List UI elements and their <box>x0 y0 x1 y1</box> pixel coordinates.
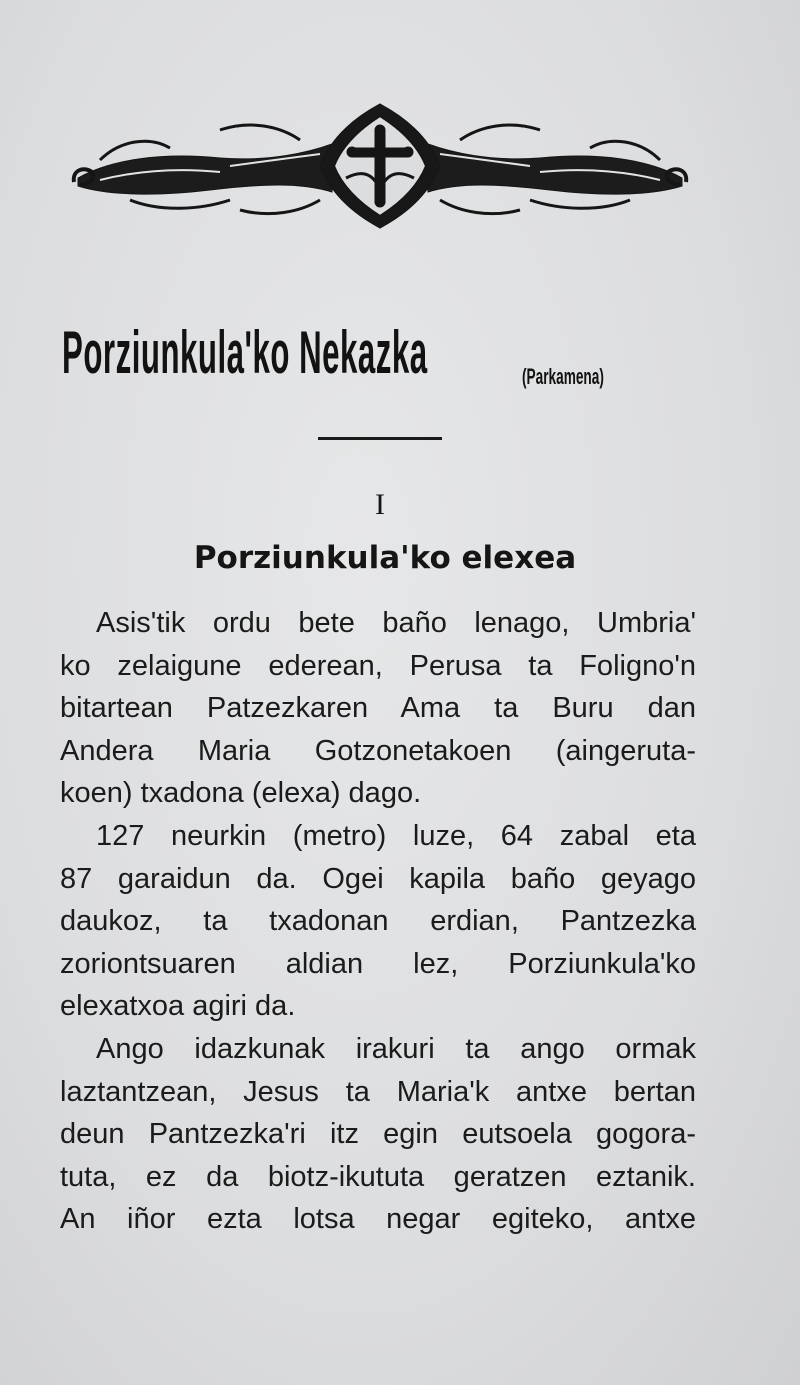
text-line: tuta, ez da biotz-ikututa geratzen eztanik. <box>60 1160 696 1193</box>
title-row <box>62 318 742 418</box>
text-line: Asis'tik ordu bete baño lenago, Umbria' <box>96 607 696 639</box>
body-text <box>60 602 696 1241</box>
text-line: ko zelaigune ederean, Perusa ta Foligno'n <box>60 649 696 682</box>
text-line: elexatxoa agiri da. <box>60 990 296 1023</box>
title-divider <box>318 437 442 440</box>
chapter-number: I <box>375 488 385 521</box>
text-line: An iñor ezta lotsa negar egiteko, antxe <box>60 1203 696 1236</box>
text-line: Andera Maria Gotzonetakoen (aingeruta- <box>60 734 696 767</box>
paragraph <box>60 602 696 815</box>
text-line: 127 neurkin (metro) luze, 64 zabal eta <box>96 819 696 852</box>
paragraph <box>60 815 696 1028</box>
text-line: 87 garaidun da. Ogei kapila baño geyago <box>60 862 696 895</box>
page-title: Porziunkula'ko Nekazka <box>62 319 428 386</box>
text-line: bitartean Patzezkaren Ama ta Buru dan <box>60 692 696 725</box>
text-line: Ango idazkunak irakuri ta ango ormak <box>96 1032 696 1065</box>
page-subtitle: (Parkamena) <box>522 364 604 389</box>
text-line: deun Pantzezka'ri itz egin eutsoela gogora- <box>60 1118 696 1151</box>
paragraph <box>60 1028 696 1241</box>
text-line: laztantzean, Jesus ta Maria'k antxe bertan <box>60 1075 696 1108</box>
cross-ornament-icon <box>70 100 690 230</box>
text-line: zoriontsuaren aldian lez, Porziunkula'ko <box>60 947 696 980</box>
section-heading: Porziunkula'ko elexea <box>193 540 577 576</box>
text-line: daukoz, ta txadonan erdian, Pantzezka <box>60 905 696 938</box>
text-line: koen) txadona (elexa) dago. <box>60 777 422 810</box>
